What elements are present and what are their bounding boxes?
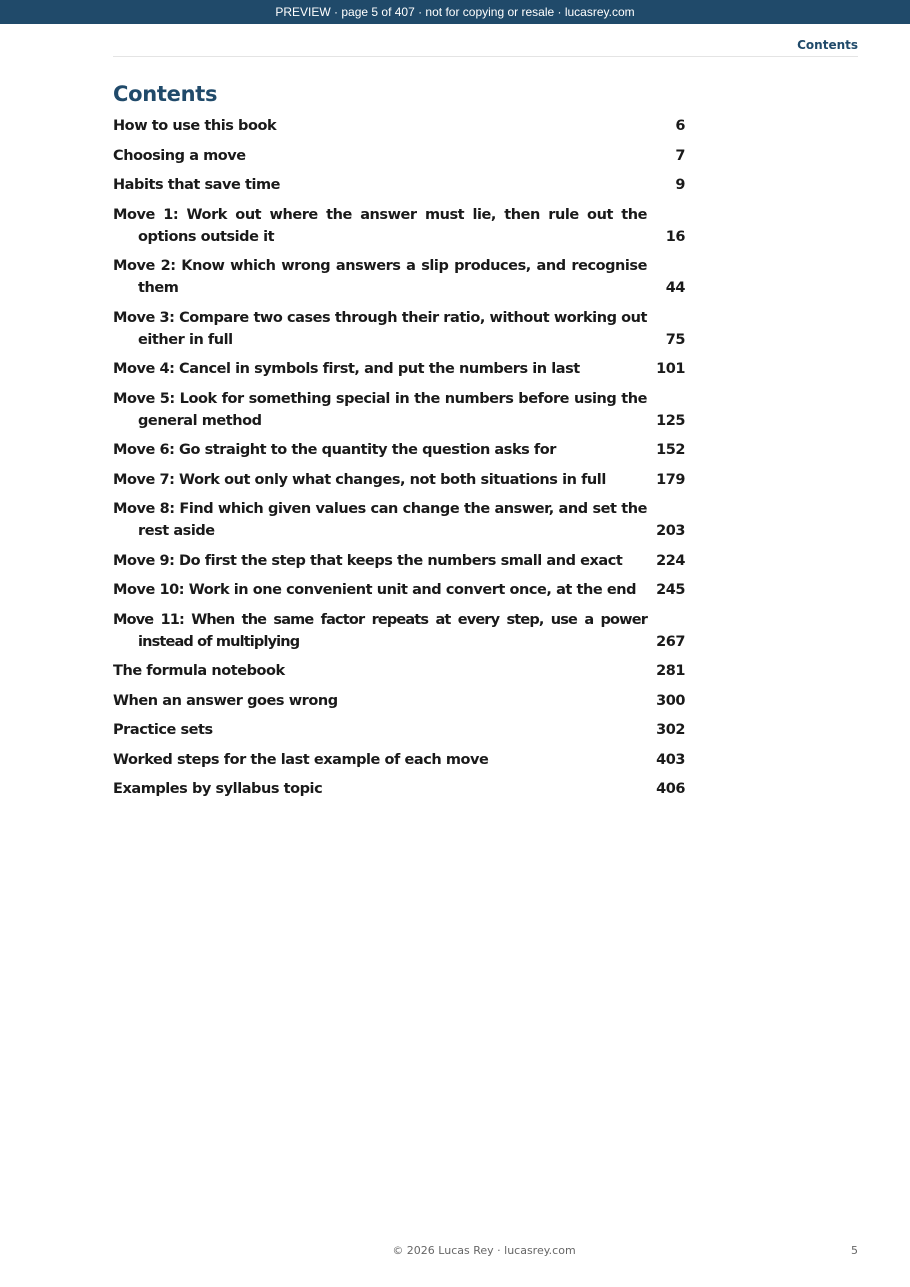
- toc-entry[interactable]: [113, 660, 685, 682]
- toc-entry[interactable]: [113, 609, 685, 653]
- footer-page-number: 5: [851, 1244, 858, 1257]
- toc-entry[interactable]: [113, 469, 685, 491]
- toc-entry-label: Move 5: Look for something special in the numbers before using the general method: [113, 390, 647, 429]
- toc-entry-page: 9: [675, 177, 685, 193]
- toc-entry-page: 179: [656, 471, 685, 488]
- toc-entry-label: Move 7: Work out only what changes, not both situations in full: [113, 471, 606, 488]
- page-title: Contents: [113, 82, 218, 106]
- toc-entry[interactable]: [113, 550, 685, 572]
- toc-entry-label: Move 1: Work out where the answer must lie, then rule out the options outside it: [113, 206, 647, 245]
- toc-entry-label: Choosing a move: [113, 147, 246, 164]
- toc-entry[interactable]: [113, 778, 685, 800]
- toc-entry-page: 44: [665, 280, 685, 296]
- toc-entry[interactable]: [113, 115, 685, 137]
- toc-entry-label: How to use this book: [113, 118, 277, 134]
- toc-entry[interactable]: [113, 255, 685, 299]
- toc-entry-page: 125: [656, 412, 685, 429]
- toc-entry-label: When an answer goes wrong: [113, 692, 338, 709]
- toc-entry[interactable]: [113, 307, 685, 351]
- toc-entry-label: Move 6: Go straight to the quantity the question asks for: [113, 442, 556, 458]
- toc-entry-label: Move 8: Find which given values can change the answer, and set the rest aside: [113, 501, 647, 539]
- table-of-contents: [113, 115, 685, 800]
- toc-entry-label: Practice sets: [113, 722, 213, 738]
- toc-entry[interactable]: [113, 204, 685, 248]
- toc-entry-label: Move 2: Know which wrong answers a slip produces, and recognise them: [113, 258, 647, 296]
- toc-entry-page: 281: [656, 663, 685, 679]
- toc-entry-page: 406: [656, 781, 685, 797]
- preview-banner: PREVIEW · page 5 of 407 · not for copying or resale · lucasrey.com: [0, 0, 910, 24]
- toc-entry-label: Move 11: When the same factor repeats at every step, use a power instead of multiplying: [113, 611, 647, 650]
- toc-entry-label: Worked steps for the last example of each move: [113, 751, 489, 768]
- toc-entry[interactable]: [113, 579, 685, 601]
- toc-entry-label: Habits that save time: [113, 177, 281, 193]
- toc-entry-page: 302: [656, 722, 685, 738]
- toc-entry-page: 101: [656, 361, 685, 377]
- toc-entry-page: 16: [665, 228, 685, 245]
- toc-entry-page: 75: [665, 331, 685, 348]
- toc-entry-page: 300: [656, 692, 685, 709]
- toc-entry[interactable]: [113, 174, 685, 196]
- toc-entry-label: Move 9: Do first the step that keeps the numbers small and exact: [113, 552, 623, 569]
- toc-entry[interactable]: [113, 388, 685, 432]
- toc-entry-page: 7: [675, 147, 685, 164]
- toc-entry-page: 267: [656, 633, 685, 650]
- toc-entry[interactable]: [113, 439, 685, 461]
- toc-entry-page: 245: [656, 582, 685, 598]
- toc-entry-page: 152: [656, 442, 685, 458]
- toc-entry-label: The formula notebook: [113, 663, 285, 679]
- toc-entry-label: Move 10: Work in one convenient unit and convert once, at the end: [113, 582, 637, 598]
- footer-copyright: © 2026 Lucas Rey · lucasrey.com: [392, 1244, 576, 1257]
- toc-entry-label: Move 3: Compare two cases through their ratio, without working out either in full: [113, 309, 647, 348]
- toc-entry[interactable]: [113, 145, 685, 167]
- toc-entry-page: 203: [656, 523, 685, 539]
- running-head: Contents: [797, 38, 858, 52]
- toc-entry[interactable]: [113, 749, 685, 771]
- toc-entry-page: 224: [656, 552, 685, 569]
- toc-entry[interactable]: [113, 690, 685, 712]
- toc-entry-page: 6: [675, 118, 685, 134]
- header-divider: [113, 56, 858, 57]
- toc-entry[interactable]: [113, 358, 685, 380]
- toc-entry-label: Examples by syllabus topic: [113, 781, 323, 797]
- toc-entry-page: 403: [656, 751, 685, 768]
- toc-entry-label: Move 4: Cancel in symbols first, and put the numbers in last: [113, 361, 580, 377]
- toc-entry[interactable]: [113, 719, 685, 741]
- toc-entry[interactable]: [113, 498, 685, 542]
